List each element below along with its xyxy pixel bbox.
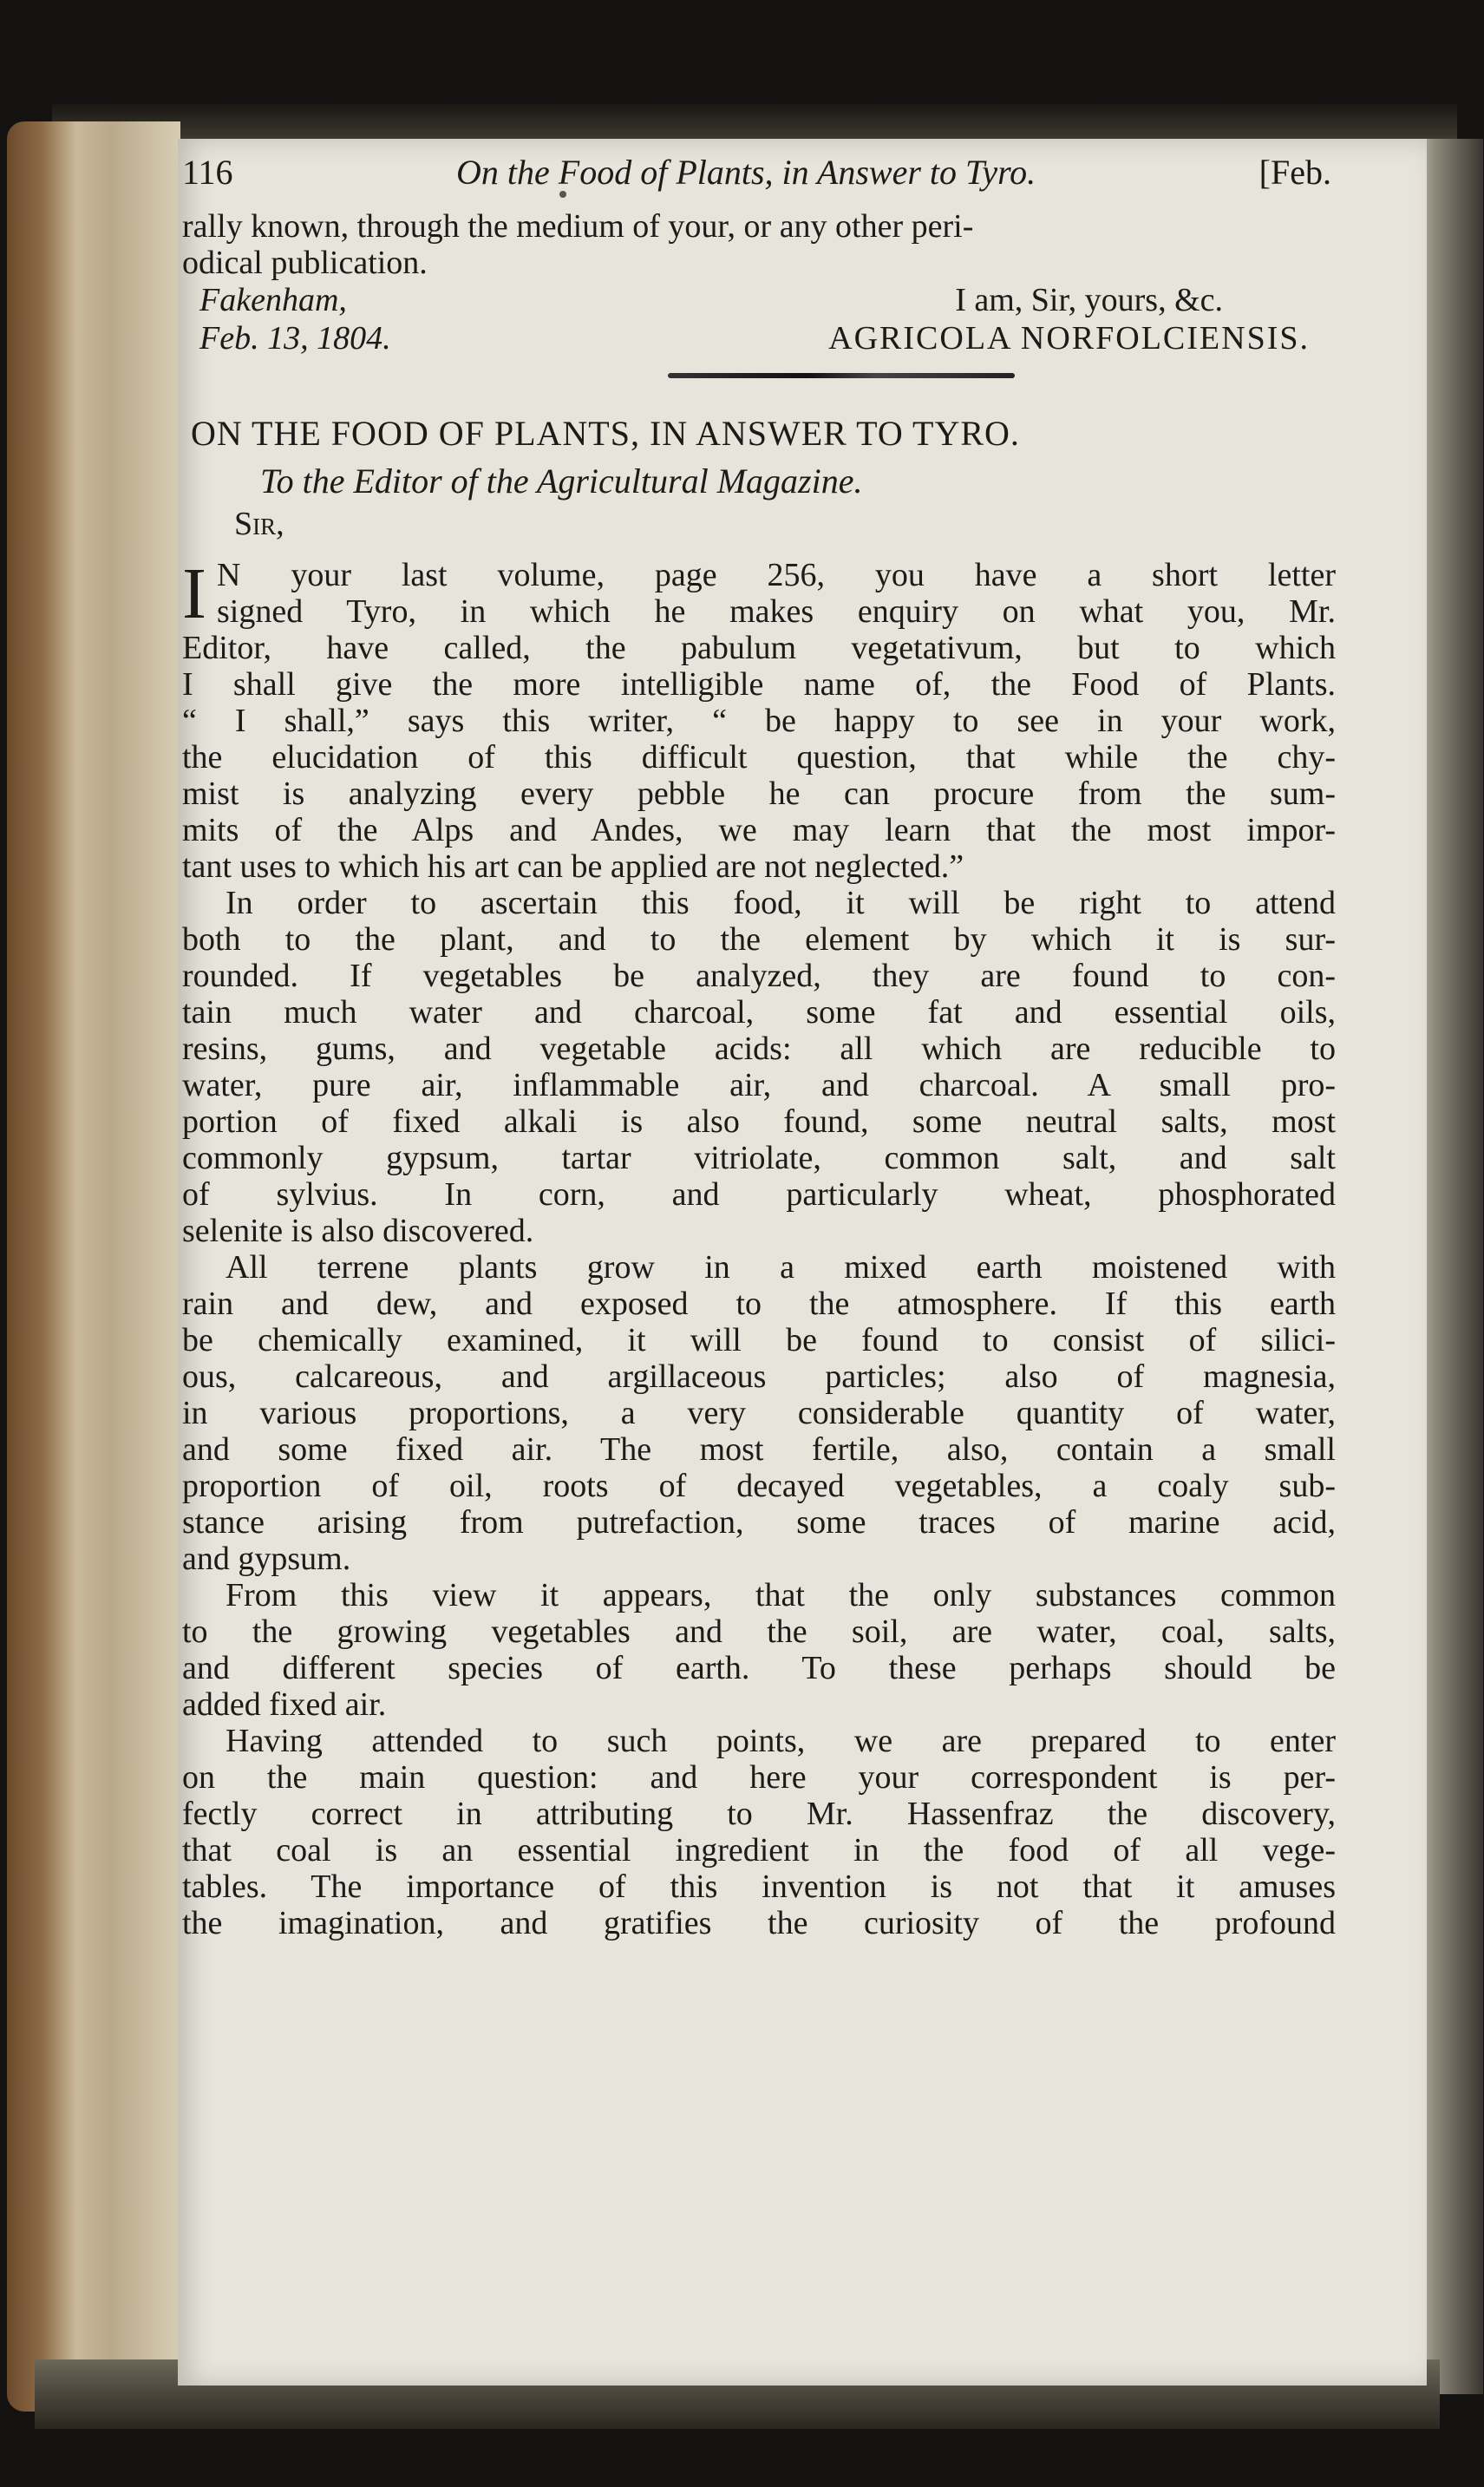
text-line: and gypsum. [182,1541,351,1577]
text-line: rain and dew, and exposed to the atmosphere. If this earth [182,1286,1336,1322]
article-title: ON THE FOOD OF PLANTS, IN ANSWER TO TYRO. [191,414,1020,453]
book-fore-edge [7,121,180,2412]
text-line: rounded. If vegetables be analyzed, they are found to con- [182,958,1336,994]
paragraph-3 [182,1249,1336,1577]
drop-cap: I [182,553,206,634]
text-line: and some fixed air. The most fertile, also, contain a small [182,1431,1336,1468]
text-line: All terrene plants grow in a mixed earth moistened with [226,1249,1336,1286]
running-head [182,152,1331,193]
text-line: in various proportions, a very considerable quantity of water, [182,1395,1336,1431]
running-title: On the Food of Plants, in Answer to Tyro. [456,153,1036,192]
text-line: of sylvius. In corn, and particularly wheat, phosphorated [182,1176,1336,1213]
article-address: To the Editor of the Agricultural Magazine. [260,461,863,501]
article-salutation: Sir, [234,506,284,542]
signature-row-2 [199,319,1318,357]
text-line: fectly correct in attributing to Mr. Hassenfraz the discovery, [182,1796,1336,1832]
text-line: to the growing vegetables and the soil, are water, coal, salts, [182,1613,1336,1650]
page-content [182,152,1336,1941]
text-line: resins, gums, and vegetable acids: all which are reducible to [182,1031,1336,1067]
text-line: water, pure air, inflammable air, and charcoal. A small pro- [182,1067,1336,1103]
text-line: ous, calcareous, and argillaceous particles; also of magnesia, [182,1358,1336,1395]
text-line: odical publication. [182,245,428,281]
paragraph-4 [182,1577,1336,1723]
letter-valediction: I am, Sir, yours, &c. [955,282,1223,318]
text-line: both to the plant, and to the element by which it is sur- [182,921,1336,958]
text-line: signed Tyro, in which he makes enquiry on what you, Mr. [217,593,1336,630]
text-line: Editor, have called, the pabulum vegetativum, but to which [182,630,1336,666]
letter-place: Fakenham, [199,282,347,318]
letter-signature: AGRICOLA NORFOLCIENSIS. [828,320,1310,357]
paragraph-5 [182,1723,1336,1941]
text-line: added fixed air. [182,1686,387,1723]
text-line: commonly gypsum, tartar vitriolate, common salt, and salt [182,1140,1336,1176]
text-line: that coal is an essential ingredient in the food of all vege- [182,1832,1336,1869]
text-line: stance arising from putrefaction, some traces of marine acid, [182,1504,1336,1541]
text-line: portion of fixed alkali is also found, some neutral salts, most [182,1103,1336,1140]
paragraph-1 [182,553,1336,885]
month-label: [Feb. [1258,153,1331,192]
text-line: From this view it appears, that the only substances common [226,1577,1336,1613]
text-line: be chemically examined, it will be found to consist of silici- [182,1322,1336,1358]
text-line: rally known, through the medium of your, or any other peri- [182,208,974,245]
paragraph-2 [182,885,1336,1249]
text-line: I shall give the more intelligible name of, the Food of Plants. [182,666,1336,703]
text-line: tain much water and charcoal, some fat and essential oils, [182,994,1336,1031]
text-line: and different species of earth. To these perhaps should be [182,1650,1336,1686]
text-line: the imagination, and gratifies the curiosity of the profound [182,1905,1336,1941]
text-line: Having attended to such points, we are prepared to enter [226,1723,1336,1759]
text-line: selenite is also discovered. [182,1213,534,1249]
text-line: proportion of oil, roots of decayed vegetables, a coaly sub- [182,1468,1336,1504]
text-line: tables. The importance of this invention is not that it amuses [182,1869,1336,1905]
text-line: I N your last volume, page 256, you have a short letter [182,553,1336,634]
section-divider [668,373,1015,378]
signature-row-1 [199,281,1318,319]
text-line: the elucidation of this difficult question, that while the chy- [182,739,1336,776]
page-number: 116 [182,153,233,192]
text-line: “ I shall,” says this writer, “ be happy to see in your work, [182,703,1336,739]
text-line: In order to ascertain this food, it will be right to attend [226,885,1336,921]
letter-date: Feb. 13, 1804. [199,320,391,357]
text-line: tant uses to which his art can be applied are not neglected.” [182,848,964,885]
text-line: on the main question: and here your correspondent is per- [182,1759,1336,1796]
previous-letter-closing [182,208,1336,357]
text-line: mist is analyzing every pebble he can procure from the sum- [182,776,1336,812]
text-line: mits of the Alps and Andes, we may learn that the most impor- [182,812,1336,848]
